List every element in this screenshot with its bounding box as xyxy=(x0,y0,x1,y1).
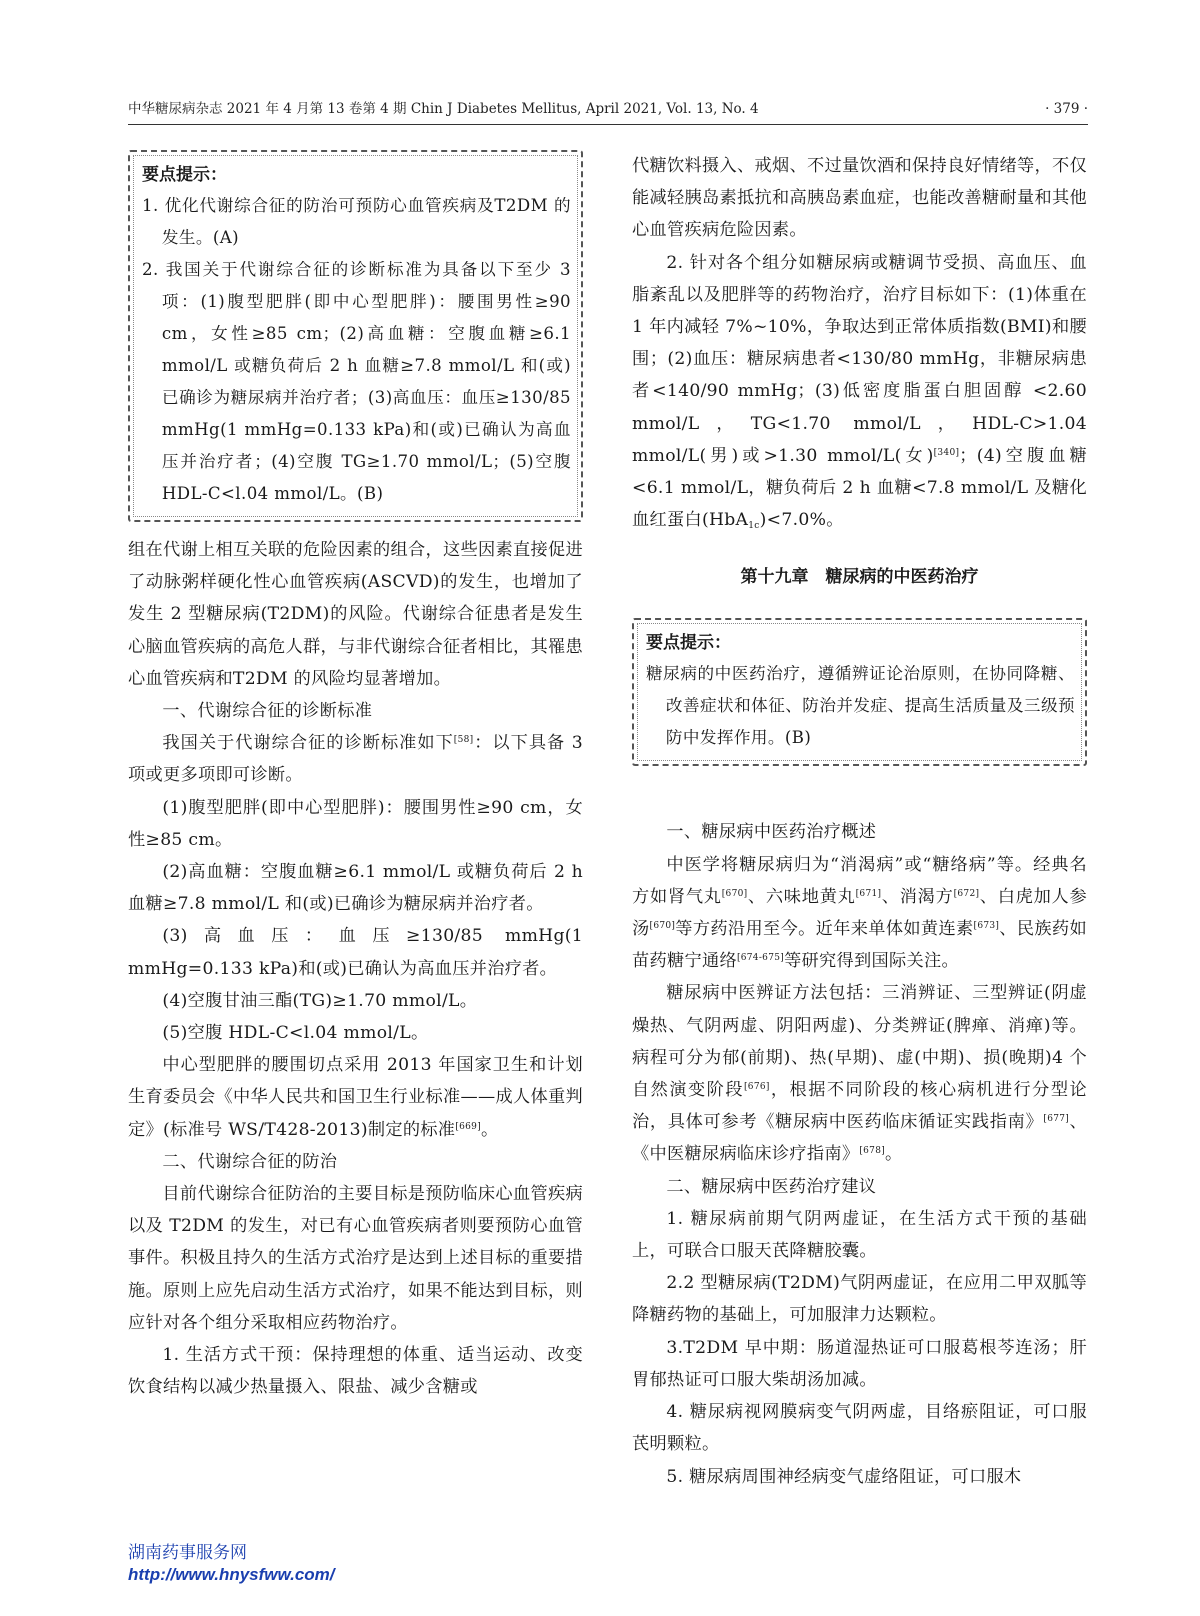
site-name: 湖南药事服务网 xyxy=(128,1543,247,1562)
key-points-title: 要点提示： xyxy=(142,165,227,185)
left-column xyxy=(128,150,583,1403)
paragraph: 代糖饮料摄入、戒烟、不过量饮酒和保持良好情绪等，不仅能减轻胰岛素抵抗和高胰岛素血症，也能改善糖耐量和其他心血管疾病危险因素。 xyxy=(632,156,1087,241)
paragraph: 糖尿病中医辨证方法包括：三消辨证、三型辨证(阴虚燥热、气阴两虚、阴阳两虚)、分类辨证(脾瘅、消瘅)等。病程可分为郁(前期)、热(早期)、虚(中期)、损(晚期)4 个自然演变阶段[676]，根据不同阶段的核心病机进行分型论治，具体可参考《糖尿病中医药临床循证实践指南》[677]、《中医糖尿病临床诊疗指南》[678]。 xyxy=(632,983,1087,1165)
paragraph: 中心型肥胖的腰围切点采用 2013 年国家卫生和计划生育委员会《中华人民共和国卫生行业标准——成人体重判定》(标准号 WS/T428-2013)制定的标准[669]。 xyxy=(128,1055,583,1140)
watermark-footer xyxy=(128,1542,335,1586)
paragraph: 目前代谢综合征防治的主要目标是预防临床心血管疾病以及 T2DM 的发生，对已有心血管疾病者则要预防心血管事件。积极且持久的生活方式治疗是达到上述目标的重要措施。原则上应先启动生活方式治疗，如果不能达到目标，则应针对各个组分采取相应药物治疗。 xyxy=(128,1184,583,1333)
citation[interactable]: [677] xyxy=(1043,1114,1070,1125)
section-heading: 二、糖尿病中医药治疗建议 xyxy=(666,1176,877,1197)
citation[interactable]: [670] xyxy=(721,888,748,899)
citation[interactable]: [670] xyxy=(649,921,676,932)
section-heading: 一、糖尿病中医药治疗概述 xyxy=(666,822,877,843)
paragraph: 我国关于代谢综合征的诊断标准如下[58]：以下具备 3 项或更多项即可诊断。 xyxy=(128,733,583,786)
recommendation-item: 4. 糖尿病视网膜病变气阴两虚，目络瘀阻证，可口服芪明颗粒。 xyxy=(632,1402,1087,1455)
paragraph: 中医学将糖尿病归为“消渴病”或“糖络病”等。经典名方如肾气丸[670]、六味地黄丸[671]、消渴方[672]、白虎加人参汤[670]等方药沿用至今。近年来单体如黄连素[673]、民族药如苗药糖宁通络[674-675]等研究得到国际关注。 xyxy=(632,854,1087,972)
journal-citation: 中华糖尿病杂志 2021 年 4 月第 13 卷第 4 期 Chin J Diabetes Mellitus, April 2021, Vol. 13, No. 4 xyxy=(128,101,759,117)
key-point-item: 1. 优化代谢综合征的防治可预防心血管疾病及T2DM 的发生。(A) xyxy=(142,196,571,247)
paragraph: 组在代谢上相互关联的危险因素的组合，这些因素直接促进了动脉粥样硬化性心血管疾病(ASCVD)的发生，也增加了发生 2 型糖尿病(T2DM)的风险。代谢综合征患者是发生心脑血管疾病的高危人群，与非代谢综合征者相比，其罹患心血管疾病和T2DM 的风险均显著增加。 xyxy=(128,540,583,689)
recommendation-item: 1. 糖尿病前期气阴两虚证，在生活方式干预的基础上，可联合口服天芪降糖胶囊。 xyxy=(632,1208,1087,1262)
recommendation-item: 5. 糖尿病周围神经病变气虚络阻证，可口服木 xyxy=(666,1466,1022,1487)
recommendation-item: 2.2 型糖尿病(T2DM)气阴两虚证，在应用二甲双胍等降糖药物的基础上，可加服津力达颗粒。 xyxy=(632,1273,1087,1326)
recommendation-item: 3.T2DM 早中期：肠道湿热证可口服葛根芩连汤；肝胃郁热证可口服大柴胡汤加减。 xyxy=(632,1337,1087,1390)
criterion-item: (4)空腹甘油三酯(TG)≥1.70 mmol/L。 xyxy=(162,990,478,1011)
criterion-item: (3)高血压：血压≥130/85 mmHg(1 mmHg=0.133 kPa)和(或)已确认为高血压并治疗者。 xyxy=(128,926,583,979)
citation[interactable]: [674-675] xyxy=(736,953,785,964)
section-heading: 一、代谢综合征的诊断标准 xyxy=(162,701,373,722)
paragraph: 2. 针对各个组分如糖尿病或糖调节受损、高血压、血脂紊乱以及肥胖等的药物治疗，治疗目标如下：(1)体重在 1 年内减轻 7%~10%，争取达到正常体质指数(BMI)和腰围；(2)血压：糖尿病患者<130/80 mmHg，非糖尿病患者<140/90 mmHg；(3)低密度脂蛋白胆固醇 <2.60 mmol/L，TG<1.70 mmol/L，HDL-C>1.04 mmol/L(男)或>1.30 mmol/L(女)[340]；(4)空腹血糖<6.1 mmol/L，糖负荷后 2 h 血糖<7.8 mmol/L 及糖化血红蛋白(HbA$_{1c}$)<7.0%。 xyxy=(632,252,1087,532)
key-points-box xyxy=(128,150,583,522)
key-points-title: 要点提示： xyxy=(646,633,731,654)
page-number: · 379 · xyxy=(1045,101,1088,117)
site-url-link[interactable]: http://www.hnysfww.com/ xyxy=(128,1565,335,1584)
citation[interactable]: [676] xyxy=(744,1082,770,1093)
citation[interactable]: [673] xyxy=(973,921,1000,932)
citation[interactable]: [678] xyxy=(859,1146,886,1157)
paragraph: 1. 生活方式干预：保持理想的体重、适当运动、改变饮食结构以减少热量摄入、限盐、减少含糖或 xyxy=(128,1345,583,1398)
citation[interactable]: [669] xyxy=(455,1121,482,1132)
criterion-item: (2)高血糖：空腹血糖≥6.1 mmol/L 或糖负荷后 2 h 血糖≥7.8 mmol/L 和(或)已确诊为糖尿病并治疗者。 xyxy=(128,862,583,915)
criterion-item: (5)空腹 HDL-C<l.04 mmol/L。 xyxy=(162,1023,429,1044)
section-heading: 二、代谢综合征的防治 xyxy=(162,1151,338,1172)
chapter-title: 第十九章 糖尿病的中医药治疗 xyxy=(740,567,979,588)
criterion-item: (1)腹型肥胖(即中心型肥胖)：腰围男性≥90 cm，女性≥85 cm。 xyxy=(128,797,583,850)
key-point-item: 2. 我国关于代谢综合征的诊断标准为具备以下至少 3 项：(1)腹型肥胖(即中心型肥胖)：腰围男性≥90 cm，女性≥85 cm；(2)高血糖：空腹血糖≥6.1 mmol/L 或糖负荷后 2 h 血糖≥7.8 mmol/L 和(或)已确诊为糖尿病并治疗者；(3)高血压：血压≥130/85 mmHg(1 mmHg=0.133 kPa)和(或)已确认为高血压并治疗者；(4)空腹 TG≥1.70 mmol/L；(5)空腹 HDL-C<l.04 mmol/L。(B) xyxy=(142,260,571,503)
citation[interactable]: [58] xyxy=(453,735,474,746)
right-column xyxy=(632,150,1087,1493)
key-point-item: 糖尿病的中医药治疗，遵循辨证论治原则，在协同降糖、改善症状和体征、防治并发症、提高生活质量及三级预防中发挥作用。(B) xyxy=(646,664,1075,748)
citation[interactable]: [671] xyxy=(855,888,882,899)
running-header xyxy=(128,96,1088,125)
citation[interactable]: [672] xyxy=(953,888,980,899)
citation[interactable]: [340] xyxy=(933,447,960,458)
key-points-box xyxy=(632,618,1087,766)
